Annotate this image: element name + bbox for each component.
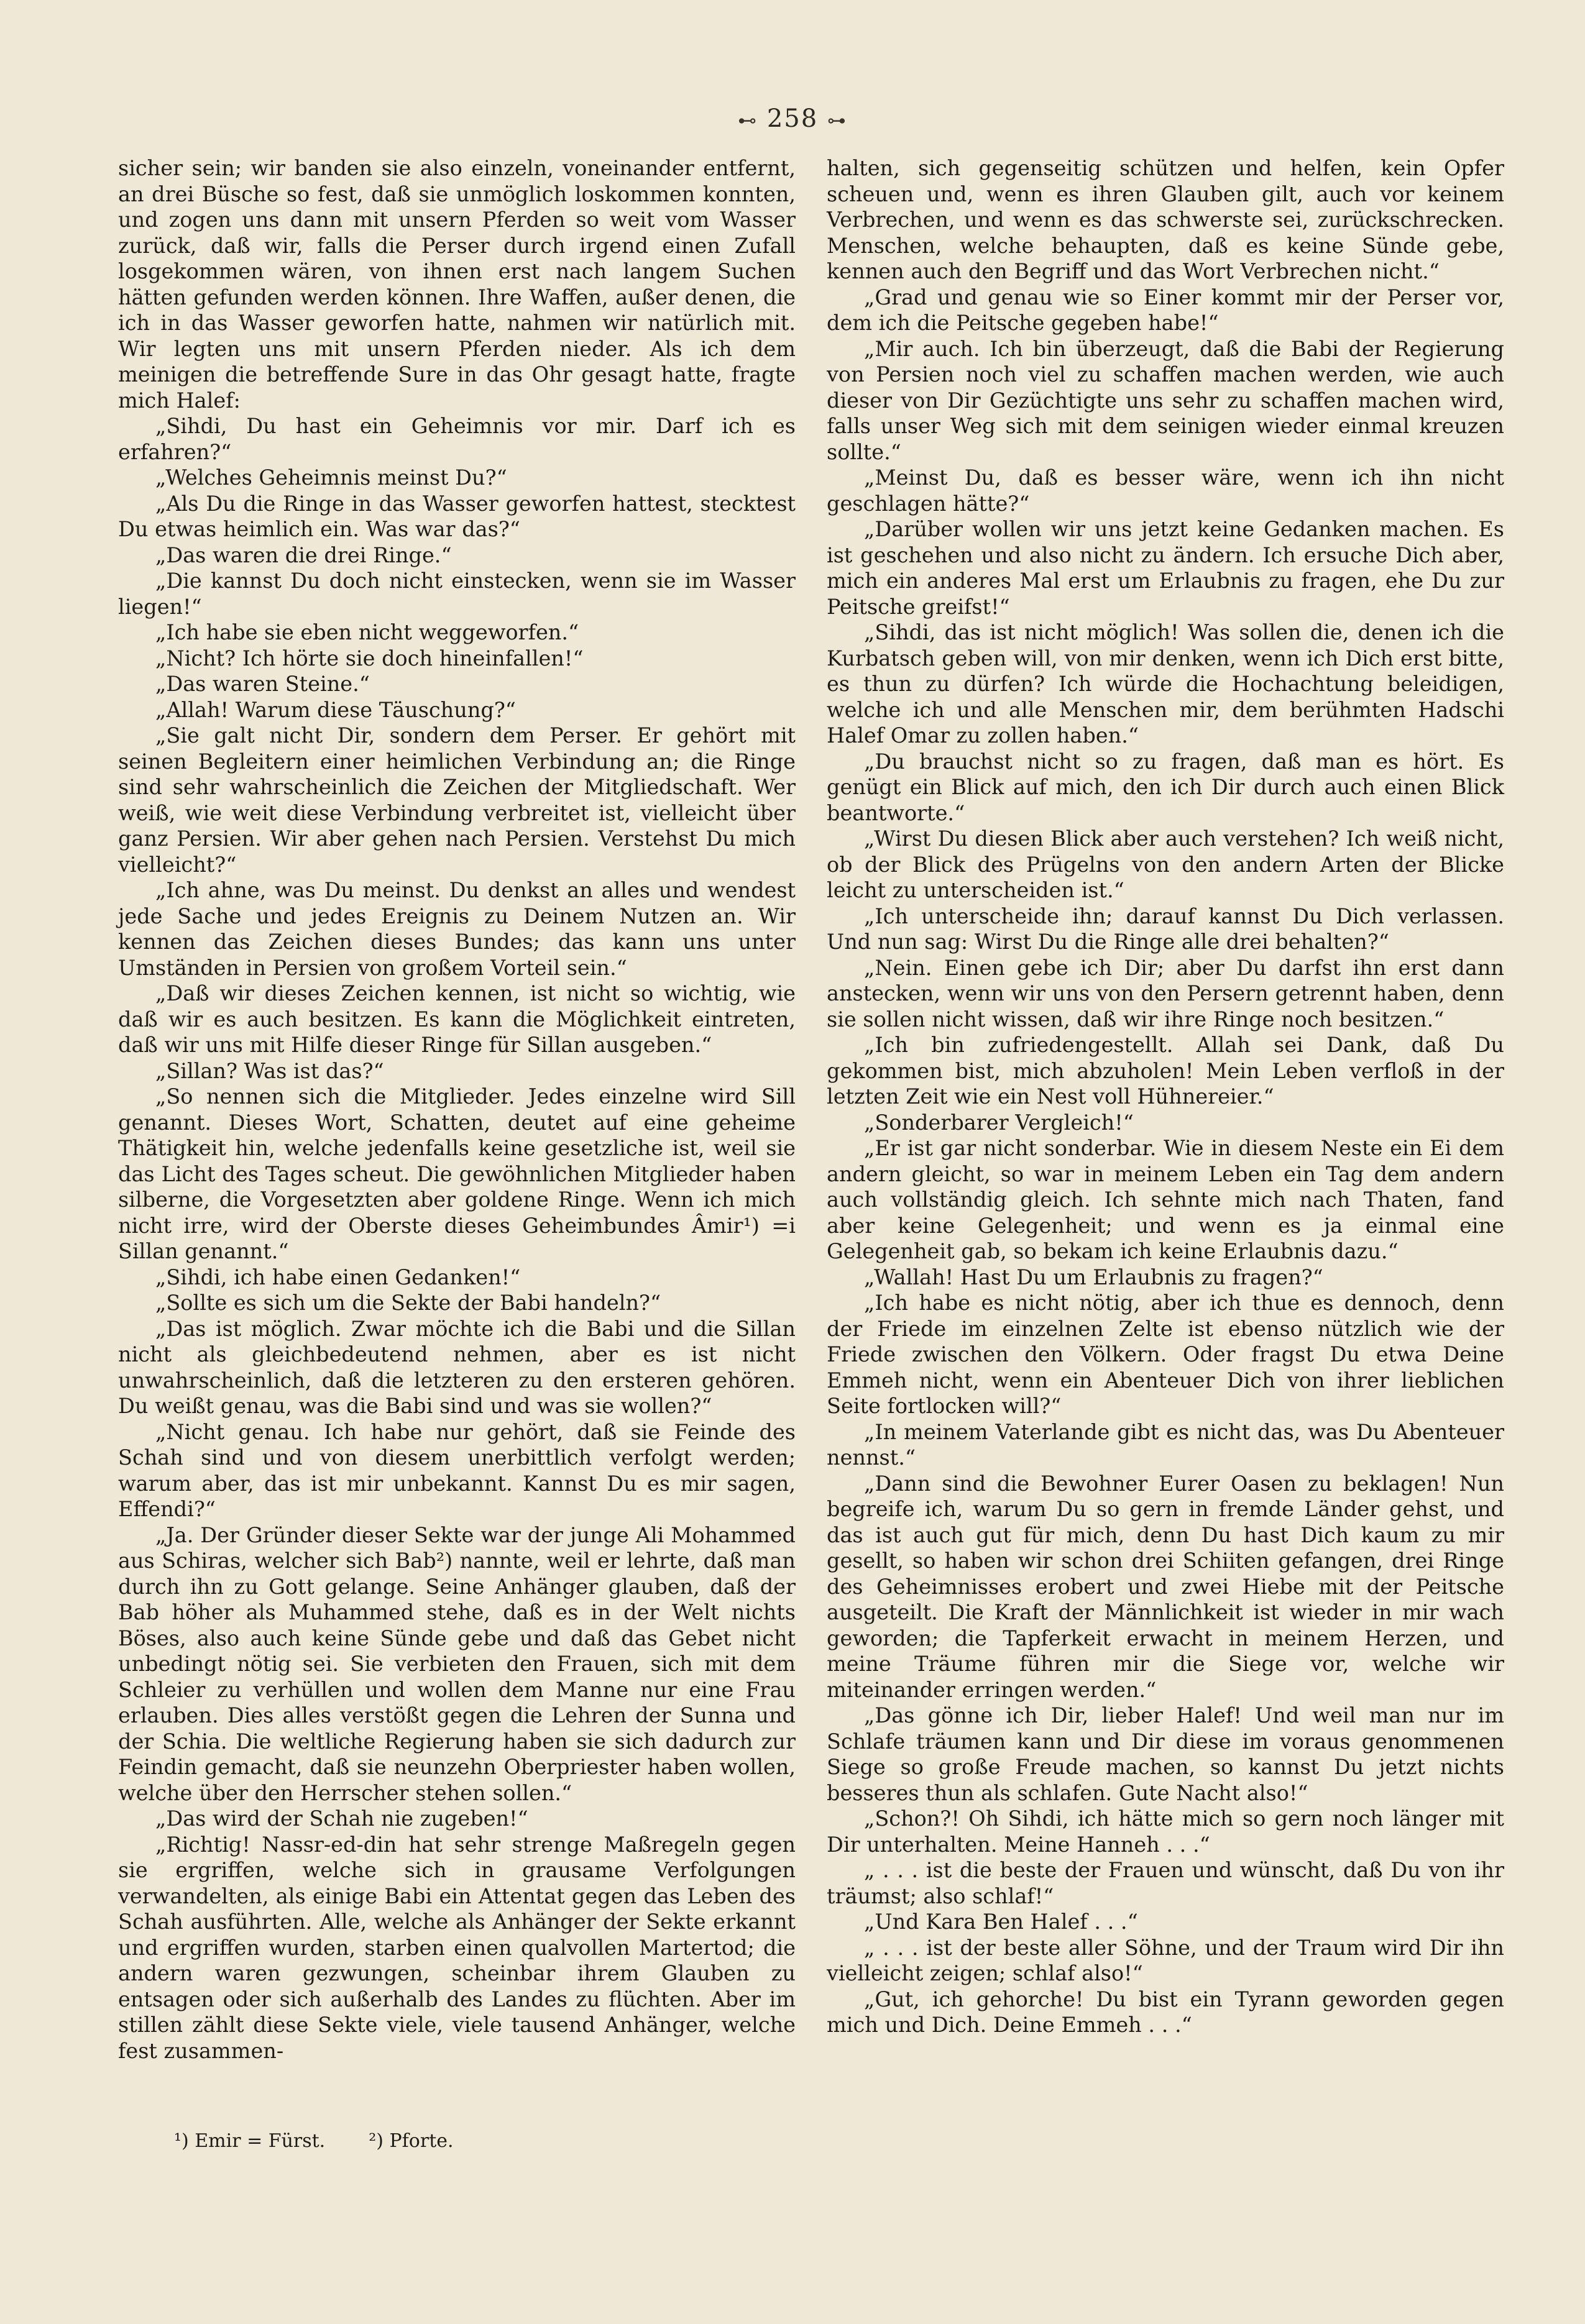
paragraph: „Sihdi, ich habe einen Gedanken!“: [155, 1265, 521, 1289]
paragraph: „Nicht genau. Ich habe nur gehört, daß sie Feinde des Schah sind und von diesem unerbittlich verfolgt werden; warum aber, das ist mir unbekannt. Kannst Du es mir sagen, Effendi?“: [118, 1419, 796, 1521]
paragraph: „Die kannst Du doch nicht einstecken, wenn sie im Wasser liegen!“: [118, 569, 796, 619]
paragraph: „Sie galt nicht Dir, sondern dem Perser. Er gehört mit seinen Begleitern einer heimlichen Verbindung an; die Ringe sind sehr wahrscheinlich die Zeichen der Mitgliedschaft. Wer weiß, wie weit diese Verbindung verbreitet ist, vielleicht über ganz Persien. Wir aber gehen nach Persien. Verstehst Du mich vielleicht?“: [118, 723, 796, 877]
paragraph: „Darüber wollen wir uns jetzt keine Gedanken machen. Es ist geschehen und also nicht zu ändern. Ich ersuche Dich aber, mich ein anderes Mal erst um Erlaubnis zu fragen, ehe Du zur Peitsche greifst!“: [827, 517, 1504, 619]
paragraph: „Wirst Du diesen Blick aber auch verstehen? Ich weiß nicht, ob der Blick des Prügelns von den andern Arten der Blicke leicht zu unterscheiden ist.“: [827, 826, 1504, 902]
paragraph: „Daß wir dieses Zeichen kennen, ist nicht so wichtig, wie daß wir es auch besitzen. Es kann die Möglichkeit eintreten, daß wir uns mit Hilfe dieser Ringe für Sillan ausgeben.“: [118, 981, 796, 1057]
paragraph: „Sonderbarer Vergleich!“: [864, 1110, 1134, 1135]
paragraph: „Sillan? Was ist das?“: [155, 1058, 384, 1083]
paragraph: „Sollte es sich um die Sekte der Babi handeln?“: [155, 1291, 661, 1315]
paragraph: „ . . . ist die beste der Frauen und wünscht, daß Du von ihr träumst; also schlaf!“: [827, 1858, 1504, 1908]
paragraph: „Meinst Du, daß es besser wäre, wenn ich ihn nicht geschlagen hätte?“: [827, 465, 1504, 516]
paragraph: „Das wird der Schah nie zugeben!“: [155, 1806, 528, 1831]
ornament-left-icon: ⊷: [738, 110, 758, 132]
paragraph: „Mir auch. Ich bin überzeugt, daß die Babi der Regierung von Persien noch viel zu schaffen machen werden, wie auch dieser von Dir Gezüchtigte uns sehr zu schaffen machen wird, falls unser Weg sich mit dem seinigen wieder einmal kreuzen sollte.“: [827, 336, 1504, 464]
paragraph: „Ich bin zufriedengestellt. Allah sei Dank, daß Du gekommen bist, mich abzuholen! Mein Leben verfloß in der letzten Zeit wie ein Nest voll Hühnereier.“: [827, 1033, 1504, 1109]
paragraph: halten, sich gegenseitig schützen und helfen, kein Opfer scheuen und, wenn es ihren Glauben gilt, auch vor keinem Verbrechen, und wenn es das schwerste sei, zurückschrecken. Menschen, welche behaupten, daß es keine Sünde gebe, kennen auch den Begriff und das Wort Verbrechen nicht.“: [827, 156, 1504, 283]
paragraph: „Wallah! Hast Du um Erlaubnis zu fragen?“: [864, 1265, 1323, 1289]
right-column: [827, 155, 1504, 2038]
left-column: [118, 155, 796, 2064]
paragraph: „Allah! Warum diese Täuschung?“: [155, 697, 516, 722]
ornament-right-icon: ⊶: [827, 110, 847, 132]
paragraph: „Das ist möglich. Zwar möchte ich die Babi und die Sillan nicht als gleichbedeutend nehmen, aber es ist nicht unwahrscheinlich, daß die letzteren zu den ersteren gehören. Du weißt genau, was die Babi sind und was sie wollen?“: [118, 1316, 796, 1418]
paragraph: „Ich ahne, was Du meinst. Du denkst an alles und wendest jede Sache und jedes Ereignis zu Deinem Nutzen an. Wir kennen das Zeichen dieses Bundes; das kann uns unter Umständen in Persien von großem Vorteil sein.“: [118, 878, 796, 980]
paragraph: „Du brauchst nicht so zu fragen, daß man es hört. Es genügt ein Blick auf mich, den ich Dir durch auch einen Blick beantworte.“: [827, 749, 1504, 825]
footnote: ²) Pforte.: [369, 2130, 454, 2152]
footnote: ¹) Emir = Fürst.: [174, 2130, 326, 2152]
paragraph: „Nein. Einen gebe ich Dir; aber Du darfst ihn erst dann anstecken, wenn wir uns von den Persern getrennt haben, denn sie sollen nicht wissen, daß wir ihre Ringe noch besitzen.“: [827, 955, 1504, 1032]
paragraph: „Dann sind die Bewohner Eurer Oasen zu beklagen! Nun begreife ich, warum Du so gern in fremde Länder gehst, und das ist auch gut für mich, denn Du hast Dich kaum zu mir gesellt, so haben wir schon drei Schiiten gefangen, drei Ringe des Geheimnisses erobert und zwei Hiebe mit der Peitsche ausgeteilt. Die Kraft der Männlichkeit ist wieder in mir wach geworden; die Tapferkeit erwacht in meinem Herzen, und meine Träume führen mir die Siege vor, welche wir miteinander erringen werden.“: [827, 1471, 1504, 1702]
paragraph: „Schon?! Oh Sihdi, ich hätte mich so gern noch länger mit Dir unterhalten. Meine Hanneh . . .“: [827, 1806, 1504, 1857]
paragraph: „Das waren die drei Ringe.“: [155, 542, 452, 567]
paragraph: „Gut, ich gehorche! Du bist ein Tyrann geworden gegen mich und Dich. Deine Emmeh . . .“: [827, 1987, 1504, 2037]
paragraph: „Er ist gar nicht sonderbar. Wie in diesem Neste ein Ei dem andern gleicht, so war in meinem Leben ein Tag dem andern auch vollständig gleich. Ich sehnte mich nach Thaten, fand aber keine Gelegenheit; und wenn es ja einmal eine Gelegenheit gab, so bekam ich keine Erlaubnis dazu.“: [827, 1136, 1504, 1263]
paragraph: „Richtig! Nassr-ed-din hat sehr strenge Maßregeln gegen sie ergriffen, welche sich in grausame Verfolgungen verwandelten, als einige Babi ein Attentat gegen das Leben des Schah ausführten. Alle, welche als Anhänger der Sekte erkannt und ergriffen wurden, starben einen qualvollen Martertod; die andern waren gezwungen, scheinbar ihrem Glauben zu entsagen oder sich außerhalb des Landes zu flüchten. Aber im stillen zählt diese Sekte viele, viele tausend Anhänger, welche fest zusammen-: [118, 1832, 796, 2063]
paragraph: sicher sein; wir banden sie also einzeln, voneinander entfernt, an drei Büsche so fest, daß sie unmöglich loskommen konnten, und zogen uns dann mit unsern Pferden so weit vom Wasser zurück, daß wir, falls die Perser durch irgend einen Zufall losgekommen wären, von ihnen erst nach langem Suchen hätten gefunden werden können. Ihre Waffen, außer denen, die ich in das Wasser geworfen hatte, nahmen wir natürlich mit. Wir legten uns mit unsern Pferden nieder. Als ich dem meinigen die betreffende Sure in das Ohr gesagt hatte, fragte mich Halef:: [118, 156, 796, 413]
paragraph: „Sihdi, das ist nicht möglich! Was sollen die, denen ich die Kurbatsch geben will, von mir denken, wenn ich Dich erst bitte, es thun zu dürfen? Ich würde die Hochachtung beleidigen, welche ich und alle Menschen mir, dem berühmten Hadschi Halef Omar zu zollen haben.“: [827, 620, 1504, 748]
paragraph: „Welches Geheimnis meinst Du?“: [155, 465, 507, 490]
paragraph: „Ich habe es nicht nötig, aber ich thue es dennoch, denn der Friede im einzelnen Zelte ist ebenso nützlich wie der Friede zwischen den Völkern. Oder fragst Du etwa Deine Emmeh nicht, wenn ein Abenteuer Dich von ihrer lieblichen Seite fortlocken will?“: [827, 1291, 1504, 1418]
paragraph: „Das gönne ich Dir, lieber Halef! Und weil man nur im Schlafe träumen kann und Dir diese im voraus genommenen Siege so große Freude machen, so kannst Du jetzt nichts besseres thun als schlafen. Gute Nacht also!“: [827, 1703, 1504, 1805]
paragraph: „Ja. Der Gründer dieser Sekte war der junge Ali Mohammed aus Schiras, welcher sich Bab²) nannte, weil er lehrte, daß man durch ihn zu Gott gelange. Seine Anhänger glauben, daß der Bab höher als Muhammed stehe, daß es in der Welt nichts Böses, also auch keine Sünde gebe und daß das Gebet nicht unbedingt nötig sei. Sie verbieten den Frauen, sich mit dem Schleier zu verhüllen und wollen dem Manne nur eine Frau erlauben. Dies alles verstößt gegen die Lehren der Sunna und der Schia. Die weltliche Regierung haben sie sich dadurch zur Feindin gemacht, daß sie neunzehn Oberpriester haben wollen, welche über den Herrscher stehen sollen.“: [118, 1522, 796, 1805]
footnotes: [174, 2130, 733, 2152]
paragraph: „Sihdi, Du hast ein Geheimnis vor mir. Darf ich es erfahren?“: [118, 414, 796, 464]
paragraph: „ . . . ist der beste aller Söhne, und der Traum wird Dir ihn vielleicht zeigen; schlaf also!“: [827, 1935, 1504, 1985]
paragraph: „Und Kara Ben Halef . . .“: [864, 1910, 1138, 1934]
paragraph: „Ich habe sie eben nicht weggeworfen.“: [155, 620, 579, 644]
paragraph: „In meinem Vaterlande gibt es nicht das, was Du Abenteuer nennst.“: [827, 1419, 1504, 1470]
paragraph: „Ich unterscheide ihn; darauf kannst Du Dich verlassen. Und nun sag: Wirst Du die Ringe alle drei behalten?“: [827, 904, 1504, 954]
paragraph: „Grad und genau wie so Einer kommt mir der Perser vor, dem ich die Peitsche gegeben habe!“: [827, 285, 1504, 335]
page-number-header: [0, 104, 1585, 133]
paragraph: „Nicht? Ich hörte sie doch hineinfallen!“: [155, 646, 584, 670]
page-number: 258: [766, 104, 819, 133]
paragraph: „So nennen sich die Mitglieder. Jedes einzelne wird Sill genannt. Dieses Wort, Schatten, deutet auf eine geheime Thätigkeit hin, welche jedenfalls keine gesetzliche ist, weil sie das Licht des Tages scheut. Die gewöhnlichen Mitglieder haben silberne, die Vorgesetzten aber goldene Ringe. Wenn ich mich nicht irre, wird der Oberste dieses Geheimbundes Âmir¹) =i Sillan genannt.“: [118, 1084, 796, 1263]
paragraph: „Als Du die Ringe in das Wasser geworfen hattest, stecktest Du etwas heimlich ein. Was war das?“: [118, 491, 796, 541]
paragraph: „Das waren Steine.“: [155, 672, 370, 696]
